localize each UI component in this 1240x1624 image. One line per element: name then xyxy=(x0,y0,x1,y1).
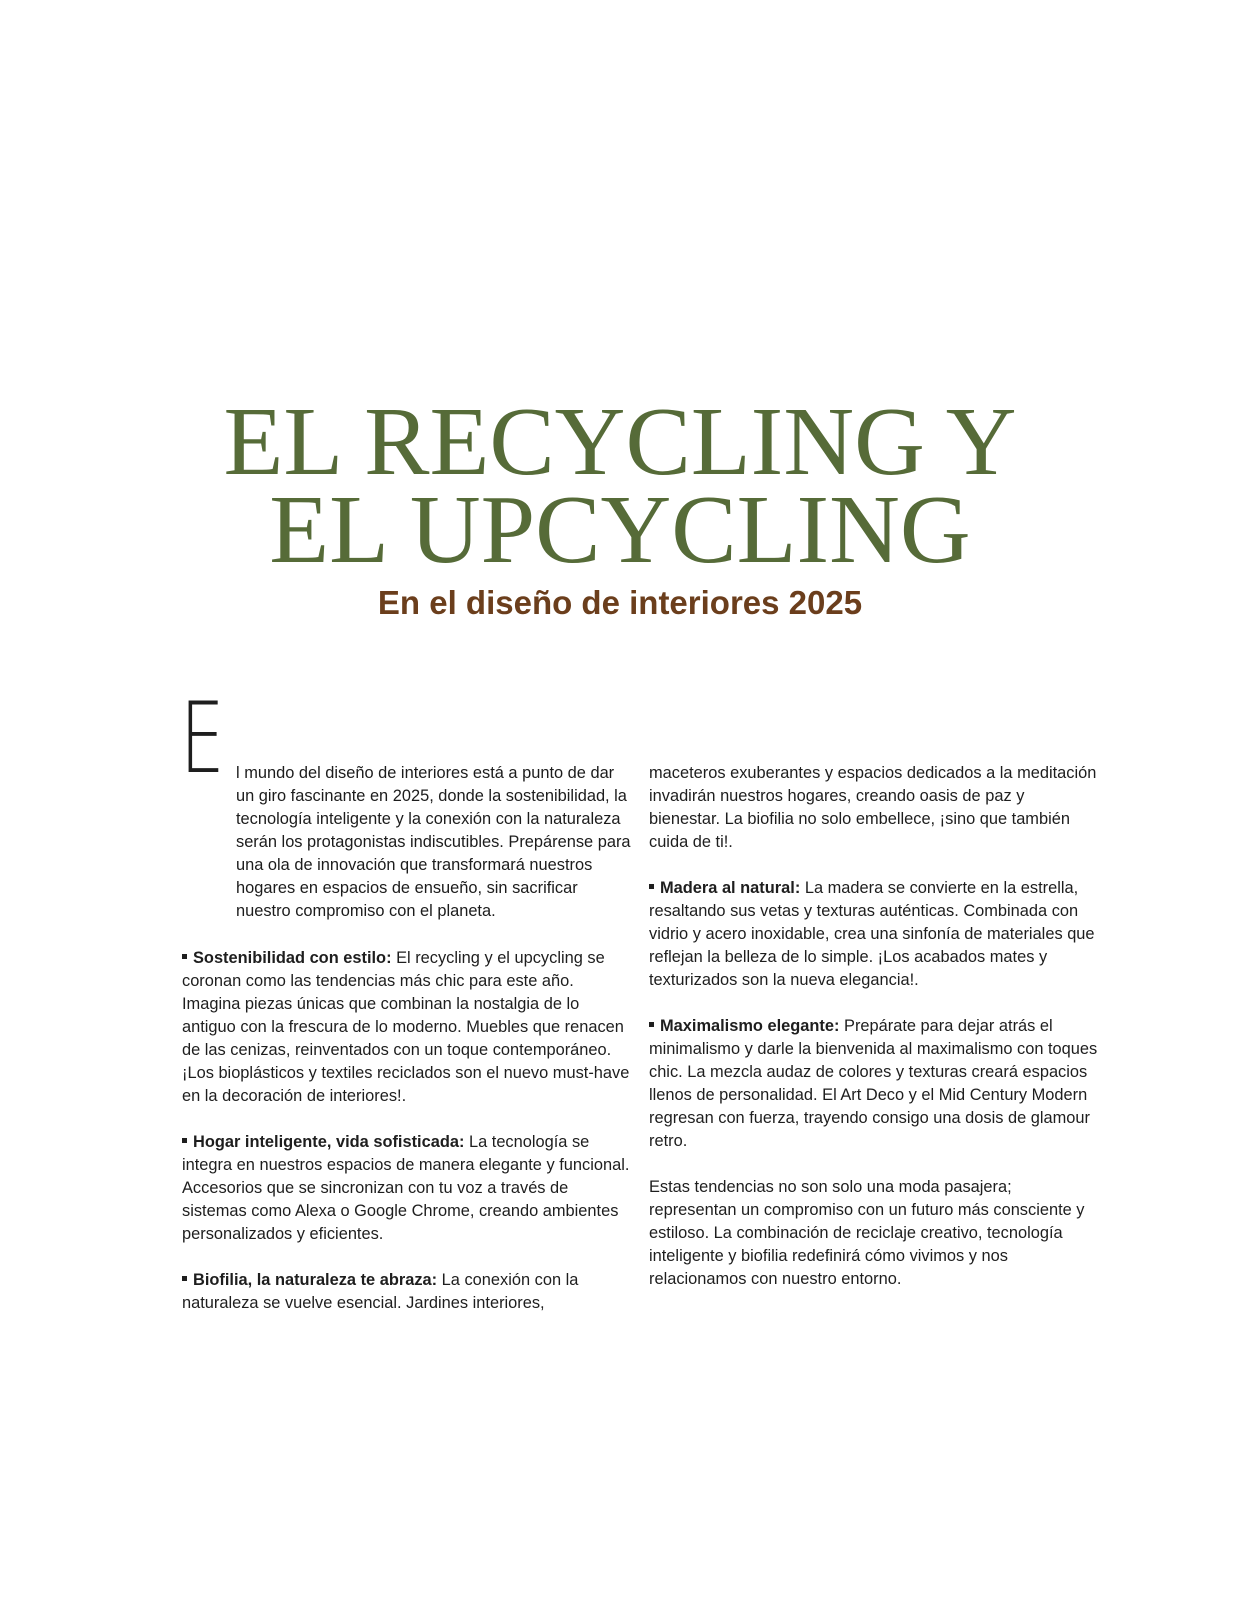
intro-text: l mundo del diseño de interiores está a punto de dar un giro fascinante en 2025, donde la sostenibilidad, la tecnología inteligente y la conexión con la naturaleza serán los protagonistas indiscutibles. Prepárense para una ola de innovación que transformará nuestros hogares en espacios de ensueño, sin sacrificar nuestro compromiso con el planeta. xyxy=(236,764,631,920)
bullet-icon xyxy=(182,1276,187,1281)
conclusion-paragraph: Estas tendencias no son solo una moda pasajera; representan un compromiso con un futuro más consciente y estiloso. La combinación de reciclaje creativo, tecnología inteligente y biofilia redefinirá cómo vivimos y nos relacionamos con nuestro entorno. xyxy=(649,1178,1085,1288)
article-subtitle: En el diseño de interiores 2025 xyxy=(377,584,863,621)
section-text: El recycling y el upcycling se coronan como las tendencias más chic para este año. Imagina piezas únicas que combinan la nostalgia de lo antiguo con la frescura de lo moderno. Muebles que renacen de las cenizas, reinventados con un toque contemporáneo. ¡Los bioplásticos y textiles reciclados son el nuevo must-have en la decoración de interiores!. xyxy=(182,949,630,1105)
article-title-line-1: EL RECYCLING Y xyxy=(223,388,1017,496)
article-title xyxy=(0,388,1240,584)
left-column xyxy=(182,947,632,1338)
section-maximalismo xyxy=(649,1015,1099,1153)
section-text: La tecnología se integra en nuestros espacios de manera elegante y funcional. Accesorios que se sincronizan con tu voz a través de sistemas como Alexa o Google Chrome, creando ambientes personalizados y eficientes. xyxy=(182,1133,630,1243)
section-sostenibilidad xyxy=(182,947,632,1108)
section-hogar-inteligente xyxy=(182,1131,632,1246)
section-madera xyxy=(649,877,1099,992)
right-column xyxy=(649,762,1099,1314)
bullet-icon xyxy=(649,1022,654,1027)
section-text: Prepárate para dejar atrás el minimalismo y darle la bienvenida al maximalismo con toques chic. La mezcla audaz de colores y texturas creará espacios llenos de personalidad. El Art Deco y el Mid Century Modern regresan con fuerza, trayendo consigo una dosis de glamour retro. xyxy=(649,1017,1098,1150)
article-title-line-2: EL UPCYCLING xyxy=(269,476,971,584)
bullet-icon xyxy=(182,1138,187,1143)
intro-paragraph xyxy=(182,762,632,923)
section-heading: Maximalismo elegante: xyxy=(660,1017,840,1035)
section-biofilia xyxy=(182,1269,632,1315)
section-heading: Sostenibilidad con estilo: xyxy=(193,949,392,967)
bullet-icon xyxy=(182,954,187,959)
section-text: La conexión con la naturaleza se vuelve esencial. Jardines interiores, xyxy=(182,1271,579,1312)
section-heading: Biofilia, la naturaleza te abraza: xyxy=(193,1271,438,1289)
section-biofilia-continued: maceteros exuberantes y espacios dedicados a la meditación invadirán nuestros hogares, creando oasis de paz y bienestar. La biofilia no solo embellece, ¡sino que también cuida de ti!. xyxy=(649,764,1097,851)
section-heading: Madera al natural: xyxy=(660,879,801,897)
section-heading: Hogar inteligente, vida sofisticada: xyxy=(193,1133,465,1151)
section-text: La madera se convierte en la estrella, resaltando sus vetas y texturas auténticas. Combinada con vidrio y acero inoxidable, crea una sinfonía de materiales que reflejan la belleza de lo simple. ¡Los acabados mates y texturizados son la nueva elegancia!. xyxy=(649,879,1095,989)
drop-cap: E xyxy=(180,682,225,796)
bullet-icon xyxy=(649,884,654,889)
